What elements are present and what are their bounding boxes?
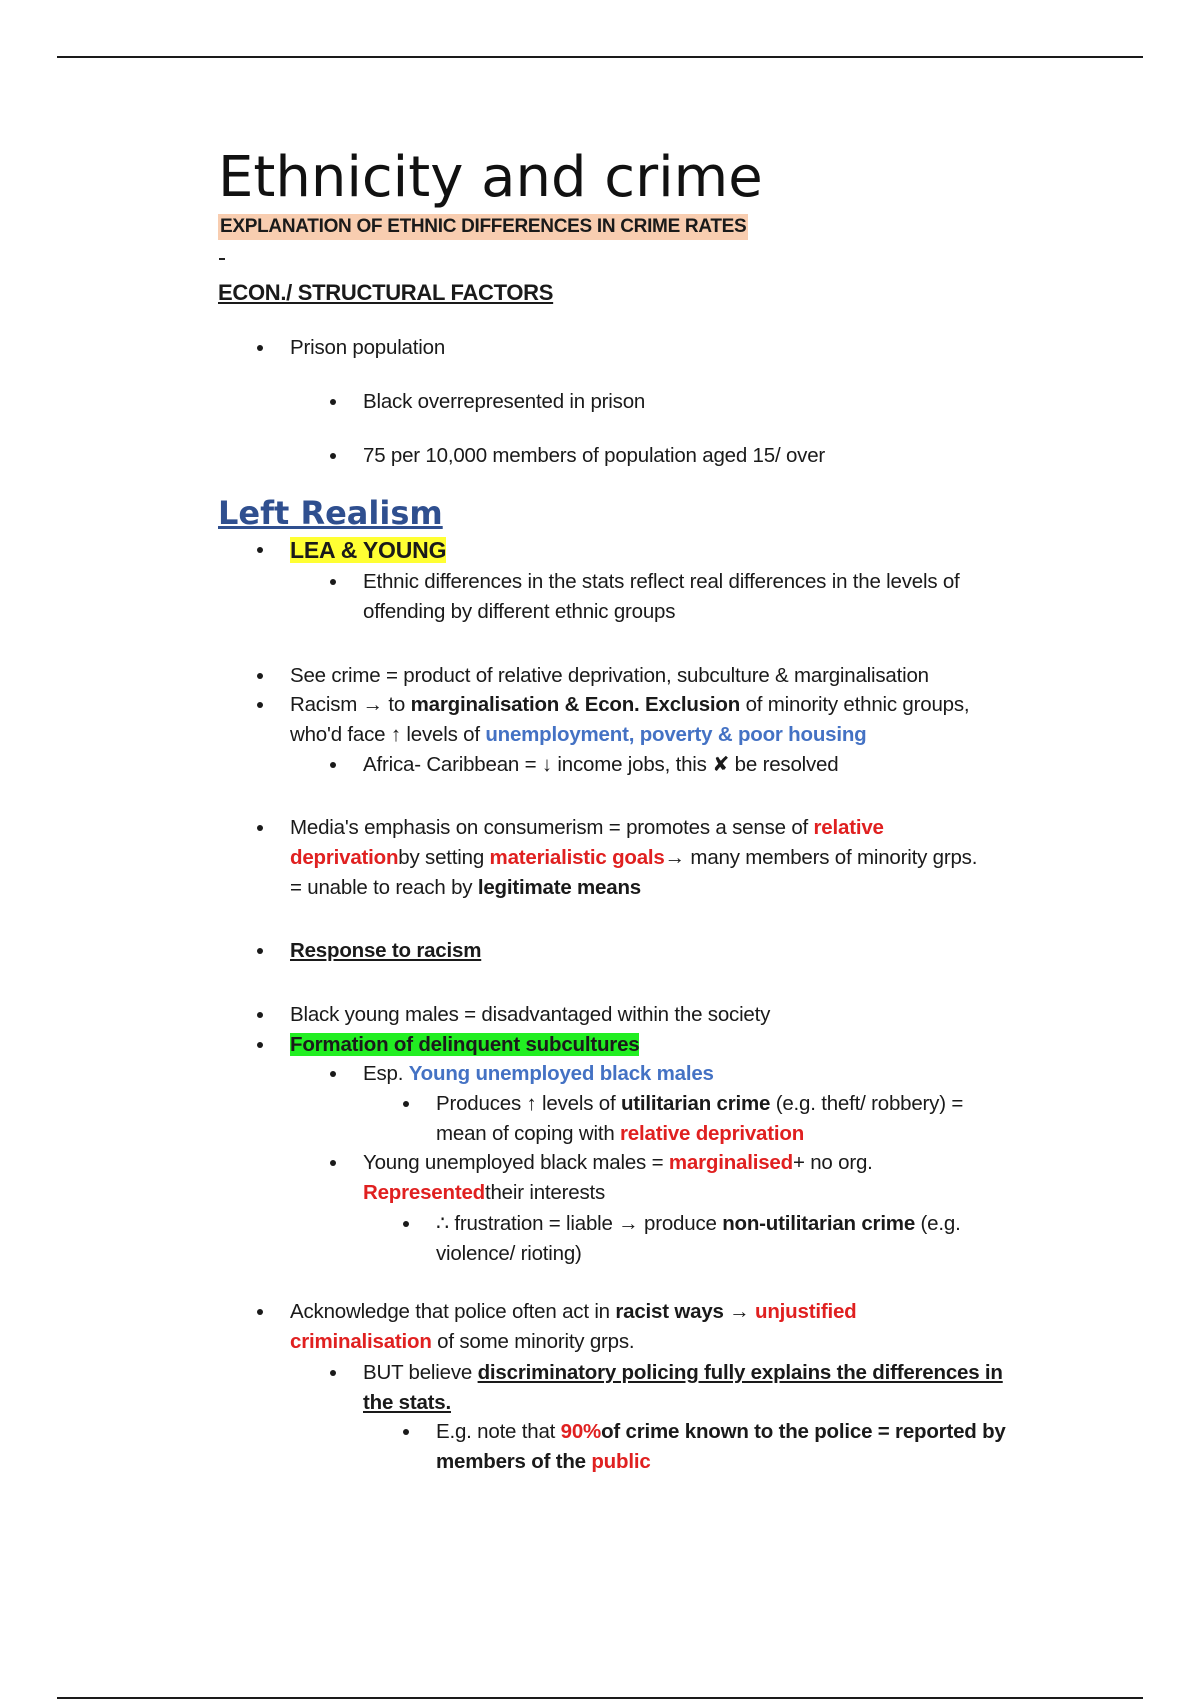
bullet-icon xyxy=(330,762,336,768)
list-item: ∴ frustration = liable → produce non-utilitarian crime (e.g. violence/ rioting) xyxy=(436,1209,961,1269)
bullet-icon xyxy=(403,1101,409,1107)
lea-young-label: LEA & YOUNG xyxy=(290,537,447,563)
list-item: Esp. Young unemployed black males xyxy=(363,1059,714,1089)
bullet-icon xyxy=(257,1012,263,1018)
list-item: See crime = product of relative deprivation, subculture & marginalisation xyxy=(290,661,929,691)
bullet-icon xyxy=(330,1370,336,1376)
top-rule xyxy=(57,56,1143,58)
list-item: E.g. note that 90%of crime known to the police = reported by members of the public xyxy=(436,1417,1006,1477)
list-item: Black young males = disadvantaged within the society xyxy=(290,1000,770,1030)
list-item: Racism → to marginalisation & Econ. Exclusion of minority ethnic groups, who'd face ↑ levels of unemployment, poverty & poor housing xyxy=(290,690,969,750)
bullet-icon xyxy=(257,702,263,708)
list-item xyxy=(290,535,446,567)
list-item: Prison population xyxy=(290,333,445,363)
list-item: BUT believe discriminatory policing fully explains the differences in the stats. xyxy=(363,1358,1003,1418)
list-item: Black overrepresented in prison xyxy=(363,387,645,417)
list-item: Response to racism xyxy=(290,936,481,966)
bullet-icon xyxy=(257,948,263,954)
list-item: Acknowledge that police often act in racist ways → unjustified criminalisation of some minority grps. xyxy=(290,1297,856,1357)
bullet-icon xyxy=(257,825,263,831)
left-realism-heading: Left Realism xyxy=(218,494,443,532)
list-item: Africa- Caribbean = ↓ income jobs, this ✘ be resolved xyxy=(363,750,838,780)
bullet-icon xyxy=(330,1160,336,1166)
econ-heading: ECON./ STRUCTURAL FACTORS xyxy=(218,280,554,305)
page-title: Ethnicity and crime xyxy=(218,145,763,210)
list-item: Media's emphasis on consumerism = promotes a sense of relative deprivationby setting materialistic goals→ many members of minority grps. = unable to reach by legitimate means xyxy=(290,813,977,903)
bullet-icon xyxy=(257,1309,263,1315)
list-item: Young unemployed black males = marginalised+ no org. Representedtheir interests xyxy=(363,1148,873,1208)
bullet-icon xyxy=(330,399,336,405)
bullet-icon xyxy=(330,453,336,459)
bullet-icon xyxy=(330,1071,336,1077)
bullet-icon xyxy=(403,1429,409,1435)
list-item: Formation of delinquent subcultures xyxy=(290,1030,639,1060)
bullet-icon xyxy=(330,579,336,585)
bullet-icon xyxy=(257,673,263,679)
list-item: Produces ↑ levels of utilitarian crime (e.g. theft/ robbery) = mean of coping with relative deprivation xyxy=(436,1089,963,1149)
page-subtitle: EXPLANATION OF ETHNIC DIFFERENCES IN CRIME RATES xyxy=(218,214,748,240)
bullet-icon xyxy=(403,1221,409,1227)
bottom-rule xyxy=(57,1697,1143,1699)
bullet-icon xyxy=(257,1042,263,1048)
bullet-icon xyxy=(257,547,263,553)
list-item: Ethnic differences in the stats reflect real differences in the levels of offending by different ethnic groups xyxy=(363,567,960,627)
bullet-icon xyxy=(257,345,263,351)
list-item: 75 per 10,000 members of population aged 15/ over xyxy=(363,441,825,471)
stray-mark xyxy=(219,258,225,260)
